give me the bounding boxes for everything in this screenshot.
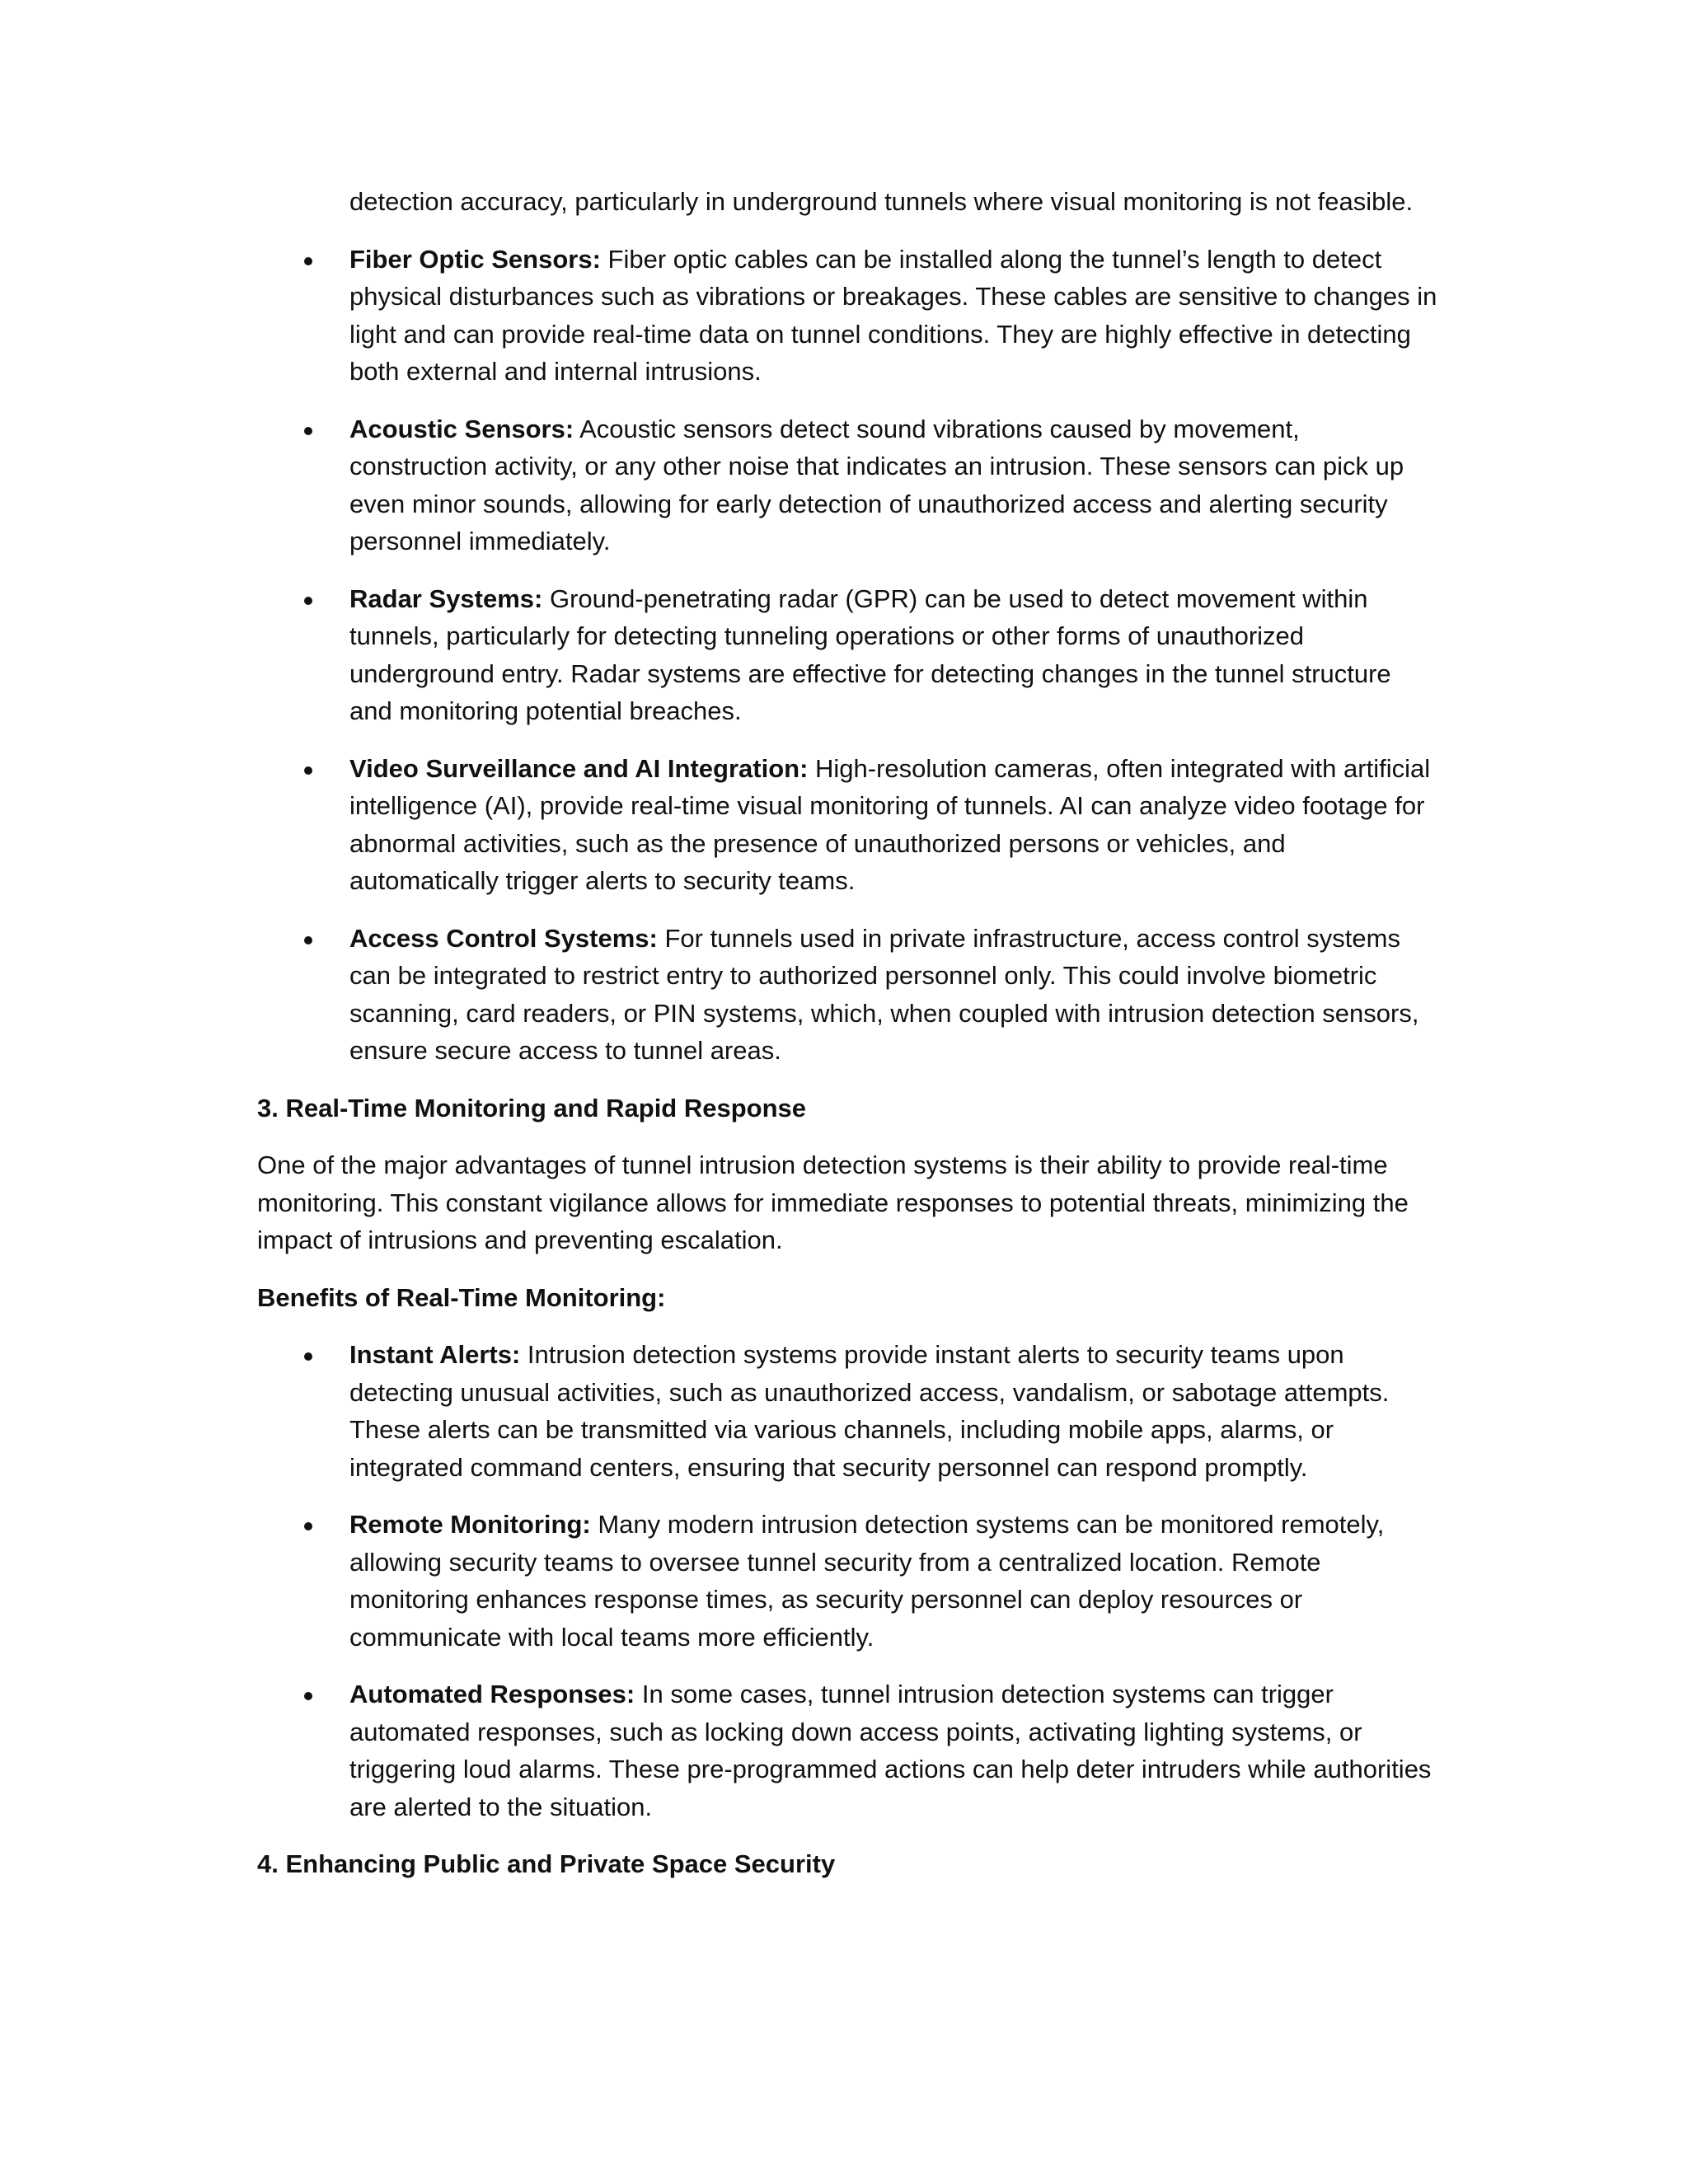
bullet-body-text: Intrusion detection systems provide instant alerts to security teams upon detecting unusual activities, such as unauthorized access, vandalism, or sabotage attempts. These alerts can be transmitted via various channels, including mobile apps, alarms, or integrated command centers, ensuring that security personnel can respond promptly. [349, 1340, 1390, 1482]
bullet-dot-icon [304, 597, 312, 605]
bullet-lead-text: Instant Alerts: [349, 1340, 521, 1369]
list-item [257, 410, 1437, 560]
benefits-bullet-list [257, 1336, 1437, 1825]
bullet-dot-icon [304, 1692, 312, 1700]
bullet-body-text: High-resolution cameras, often integrated with artificial intelligence (AI), provide real-time visual monitoring of tunnels. AI can analyze video footage for abnormal activities, such as the presence of unauthorized persons or vehicles, and automatically trigger alerts to security teams. [349, 753, 1431, 895]
bullet-dot-icon [304, 1352, 312, 1361]
bullet-body-text: Acoustic sensors detect sound vibrations caused by movement, construction activity, or any other noise that indicates an intrusion. These sensors can pick up even minor sounds, allowing for early detection of unauthorized access and alerting security personnel immediately. [349, 414, 1404, 555]
section-3-heading: 3. Real-Time Monitoring and Rapid Response [257, 1093, 807, 1122]
section-3-paragraph: One of the major advantages of tunnel intrusion detection systems is their ability to provide real-time monitoring. This constant vigilance allows for immediate responses to potential threats, minimizing the impact of intrusions and preventing escalation. [257, 1151, 1409, 1254]
bullet-body-text: In some cases, tunnel intrusion detection systems can trigger automated responses, such as locking down access points, activating lighting systems, or triggering loud alarms. These pre-programmed actions can help deter intruders while authorities are alerted to the situation. [349, 1680, 1432, 1821]
list-item [257, 920, 1437, 1070]
list-item [257, 580, 1437, 730]
bullet-lead-text: Video Surveillance and AI Integration: [349, 753, 809, 783]
bullet-lead-text: Acoustic Sensors: [349, 414, 574, 443]
list-item [257, 750, 1437, 900]
bullet-dot-icon [304, 766, 312, 775]
bullet-lead-text: Fiber Optic Sensors: [349, 244, 601, 274]
bullet-dot-icon [304, 427, 312, 435]
list-item [257, 1675, 1437, 1825]
list-item [257, 1336, 1437, 1486]
section-4-heading: 4. Enhancing Public and Private Space Security [257, 1849, 836, 1878]
bullet-lead-text: Access Control Systems: [349, 923, 658, 953]
bullet-body-text: Ground-penetrating radar (GPR) can be used to detect movement within tunnels, particularly for detecting tunneling operations or other forms of unauthorized underground entry. Radar systems are effective for detecting changes in the tunnel structure and monitoring potential breaches. [349, 583, 1391, 725]
page-content [257, 183, 1437, 1903]
list-item [257, 241, 1437, 391]
bullet-lead-text: Automated Responses: [349, 1680, 635, 1708]
bullet-dot-icon [304, 936, 312, 944]
bullet-lead-text: Remote Monitoring: [349, 1510, 591, 1539]
bullet-lead-text: Radar Systems: [349, 583, 543, 613]
intro-continuation-paragraph: detection accuracy, particularly in underground tunnels where visual monitoring is not feasible. [349, 187, 1414, 216]
sensor-bullet-list [257, 241, 1437, 1070]
benefits-subheading: Benefits of Real-Time Monitoring: [257, 1282, 666, 1312]
bullet-body-text: Fiber optic cables can be installed along the tunnel’s length to detect physical disturbances such as vibrations or breakages. These cables are sensitive to changes in light and can provide real-time data on tunnel conditions. They are highly effective in detecting both external and internal intrusions. [349, 244, 1437, 386]
bullet-dot-icon [304, 257, 312, 265]
bullet-body-text: For tunnels used in private infrastructure, access control systems can be integrated to restrict entry to authorized personnel only. This could involve biometric scanning, card readers, or PIN systems, which, when coupled with intrusion detection sensors, ensure secure access to tunnel areas. [349, 923, 1419, 1065]
bullet-dot-icon [304, 1522, 312, 1530]
bullet-body-text: Many modern intrusion detection systems can be monitored remotely, allowing security teams to oversee tunnel security from a centralized location. Remote monitoring enhances response times, as security personnel can deploy resources or communicate with local teams more efficiently. [349, 1510, 1385, 1652]
list-item [257, 1506, 1437, 1656]
